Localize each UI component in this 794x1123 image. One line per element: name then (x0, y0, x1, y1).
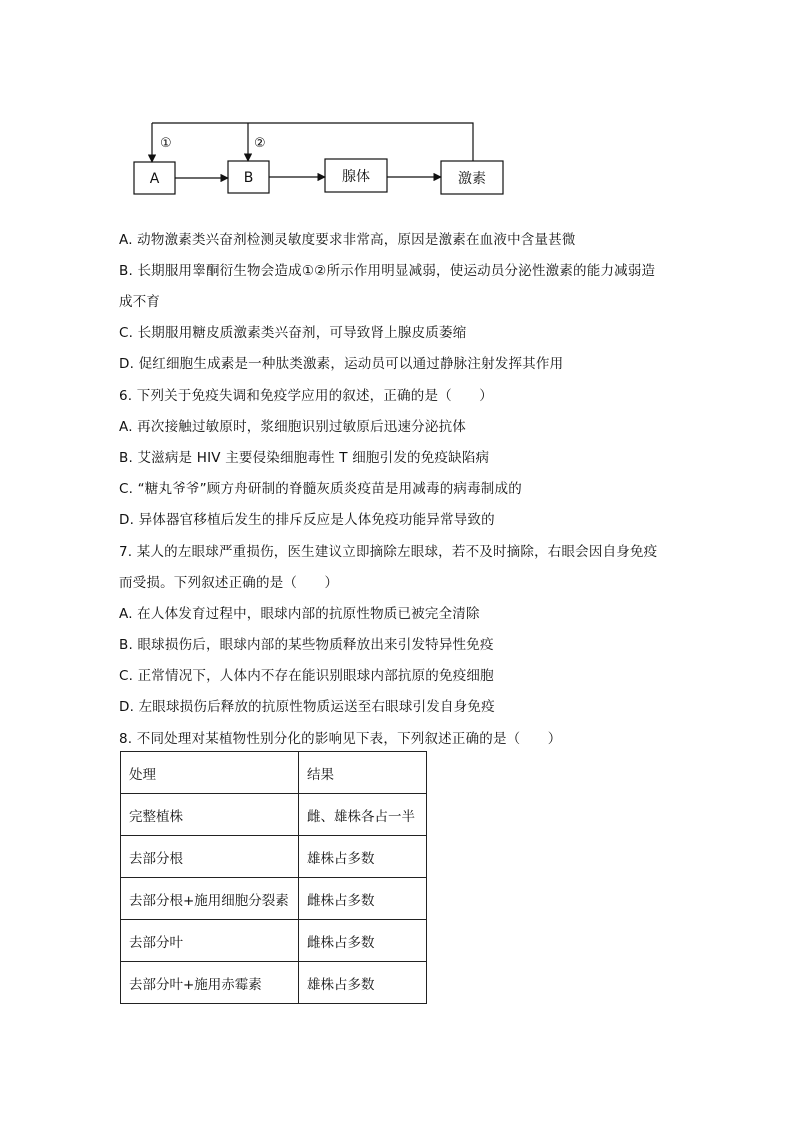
table-cell: 雌、雄株各占一半 (299, 794, 427, 836)
q6-stem: 6. 下列关于免疫失调和免疫学应用的叙述，正确的是（ ） (119, 388, 493, 404)
table-header-treatment: 处理 (121, 752, 299, 794)
table-cell: 雌株占多数 (299, 878, 427, 920)
q5-option-c: C. 长期服用糖皮质激素类兴奋剂，可导致肾上腺皮质萎缩 (119, 325, 467, 341)
q6-option-d: D. 异体器官移植后发生的排斥反应是人体免疫功能异常导致的 (119, 512, 495, 528)
node-b-label: B (243, 170, 254, 186)
feedback-label-2: ② (254, 136, 266, 151)
table-row (121, 962, 427, 1004)
q7-stem-line2: 而受损。下列叙述正确的是（ ） (119, 575, 339, 591)
table-header-row (121, 752, 427, 794)
table-cell: 去部分叶 (121, 920, 299, 962)
q7-option-b: B. 眼球损伤后，眼球内部的某些物质释放出来引发特异性免疫 (119, 637, 494, 653)
treatment-result-table (120, 751, 427, 1004)
node-a-label: A (149, 171, 160, 187)
table-row (121, 836, 427, 878)
table-cell: 完整植株 (121, 794, 299, 836)
table-row (121, 920, 427, 962)
q5-option-a: A. 动物激素类兴奋剂检测灵敏度要求非常高，原因是激素在血液中含量甚微 (119, 232, 576, 248)
q6-option-a: A. 再次接触过敏原时，浆细胞识别过敏原后迅速分泌抗体 (119, 419, 466, 435)
table-cell: 去部分叶+施用赤霉素 (121, 962, 299, 1004)
feedback-line (152, 123, 473, 161)
q5-option-d: D. 促红细胞生成素是一种肽类激素，运动员可以通过静脉注射发挥其作用 (119, 356, 564, 372)
table-cell: 雄株占多数 (299, 836, 427, 878)
q5-option-b: B. 长期服用睾酮衍生物会造成①②所示作用明显减弱，使运动员分泌性激素的能力减弱造 (119, 263, 656, 279)
q8-stem: 8. 不同处理对某植物性别分化的影响见下表，下列叙述正确的是（ ） (119, 731, 562, 747)
table-header-result: 结果 (299, 752, 427, 794)
table-cell: 去部分根+施用细胞分裂素 (121, 878, 299, 920)
table-cell: 雌株占多数 (299, 920, 427, 962)
node-hormone-label: 激素 (458, 171, 486, 187)
q6-option-b: B. 艾滋病是 HIV 主要侵染细胞毒性 T 细胞引发的免疫缺陷病 (119, 450, 490, 466)
node-gland-label: 腺体 (342, 169, 370, 185)
feedback-label-1: ① (160, 136, 172, 151)
q7-option-a: A. 在人体发育过程中，眼球内部的抗原性物质已被完全清除 (119, 606, 480, 622)
q6-option-c: C. “糖丸爷爷”顾方舟研制的脊髓灰质炎疫苗是用减毒的病毒制成的 (119, 481, 522, 497)
table-row (121, 878, 427, 920)
q7-option-c: C. 正常情况下，人体内不存在能识别眼球内部抗原的免疫细胞 (119, 668, 494, 684)
table-cell: 去部分根 (121, 836, 299, 878)
q7-stem-line1: 7. 某人的左眼球严重损伤，医生建议立即摘除左眼球，若不及时摘除，右眼会因自身免疫 (119, 544, 658, 560)
hormone-regulation-diagram (0, 0, 794, 210)
table-row (121, 794, 427, 836)
table-cell: 雄株占多数 (299, 962, 427, 1004)
q5-option-b-cont: 成不育 (119, 294, 161, 310)
q7-option-d: D. 左眼球损伤后释放的抗原性物质运送至右眼球引发自身免疫 (119, 699, 495, 715)
